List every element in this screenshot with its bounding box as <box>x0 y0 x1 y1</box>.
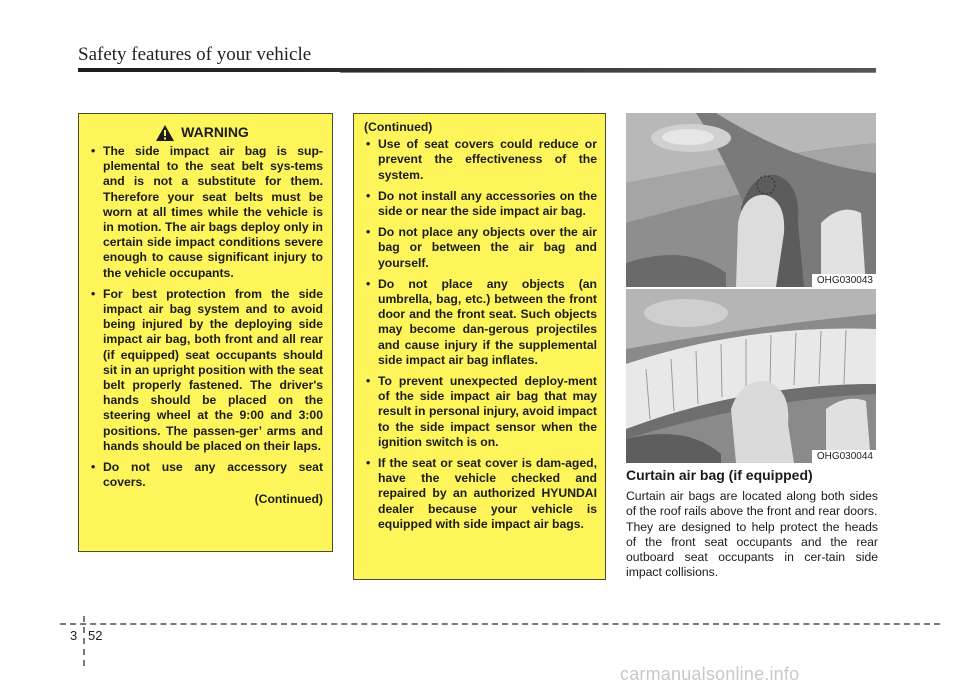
warning-item: • Do not use any accessory seat covers. <box>89 460 323 490</box>
warning-heading-label: WARNING <box>181 124 249 141</box>
chapter-number: 3 <box>70 628 78 643</box>
warning-item: • For best protection from the side impact air bag system and to avoid being injured by the deploying side impact air bag, both front and all rear (if equipped) seat occupants should sit in an upright position with the seat belt properly fastened. The driver's hands should be placed on the steering wheel at the 9:00 and 3:00 positions. The passen-ger’ arms and hands should be placed on their laps. <box>89 287 323 454</box>
warning-triangle-icon <box>155 124 175 142</box>
continued-item: • Do not place any objects (an umbrella, bag, etc.) between the front door and the front seat. Such objects may become dan-gerous projectiles and cause injury if the supplemental side impact air bag inflates. <box>364 277 597 368</box>
section-body <box>626 489 878 581</box>
curtain-airbag-deployed-illustration <box>626 289 876 463</box>
body-paragraph: Curtain air bags are located along both sides of the roof rails above the front and rear doors. <box>626 489 878 519</box>
continued-item: • To prevent unexpected deploy-ment of the side impact air bag that may result in personal injury, avoid impact to the side impact sensor when the ignition switch is on. <box>364 374 597 450</box>
continued-warning-box <box>353 113 606 580</box>
continued-item: • Use of seat covers could reduce or prevent the effectiveness of the system. <box>364 137 597 183</box>
footer-rule <box>60 623 940 625</box>
footer-vertical-rule <box>83 616 85 666</box>
continued-item: • Do not place any objects over the air bag or between the air bag and yourself. <box>364 225 597 271</box>
warning-heading <box>81 124 323 142</box>
page-header-title: Safety features of your vehicle <box>78 44 312 65</box>
section-title: Curtain air bag (if equipped) <box>626 467 813 483</box>
photo-code: OHG030043 <box>812 274 876 287</box>
curtain-airbag-photo <box>626 289 876 463</box>
photo-code: OHG030044 <box>812 450 876 463</box>
watermark: carmanualsonline.info <box>620 664 800 684</box>
body-paragraph: They are designed to help protect the heads of the front seat occupants and the rear outboard seat occupants in cer-tain side impact collisions. <box>626 519 878 580</box>
warning-item: • The side impact air bag is sup-plemental to the seat belt sys-tems and is not a substitute for them. Therefore your seat belts must be worn at all times while the vehicle is in motion. The air bags deploy only in certain side impact conditions severe enough to cause significant injury to the vehicle occupants. <box>89 144 323 281</box>
continued-item: • Do not install any accessories on the side or near the side impact air bag. <box>364 189 597 219</box>
warning-box <box>78 113 333 552</box>
continued-item: • If the seat or seat cover is dam-aged, have the vehicle checked and repaired by an authorized HYUNDAI dealer because your vehicle is equipped with side impact air bags. <box>364 456 597 532</box>
page-number: 52 <box>88 628 103 643</box>
continued-label: (Continued) <box>254 492 323 507</box>
continued-heading: (Continued) <box>364 120 433 134</box>
side-airbag-cabin-illustration <box>626 113 876 287</box>
header-rule-thin <box>340 72 876 73</box>
side-airbag-photo <box>626 113 876 287</box>
